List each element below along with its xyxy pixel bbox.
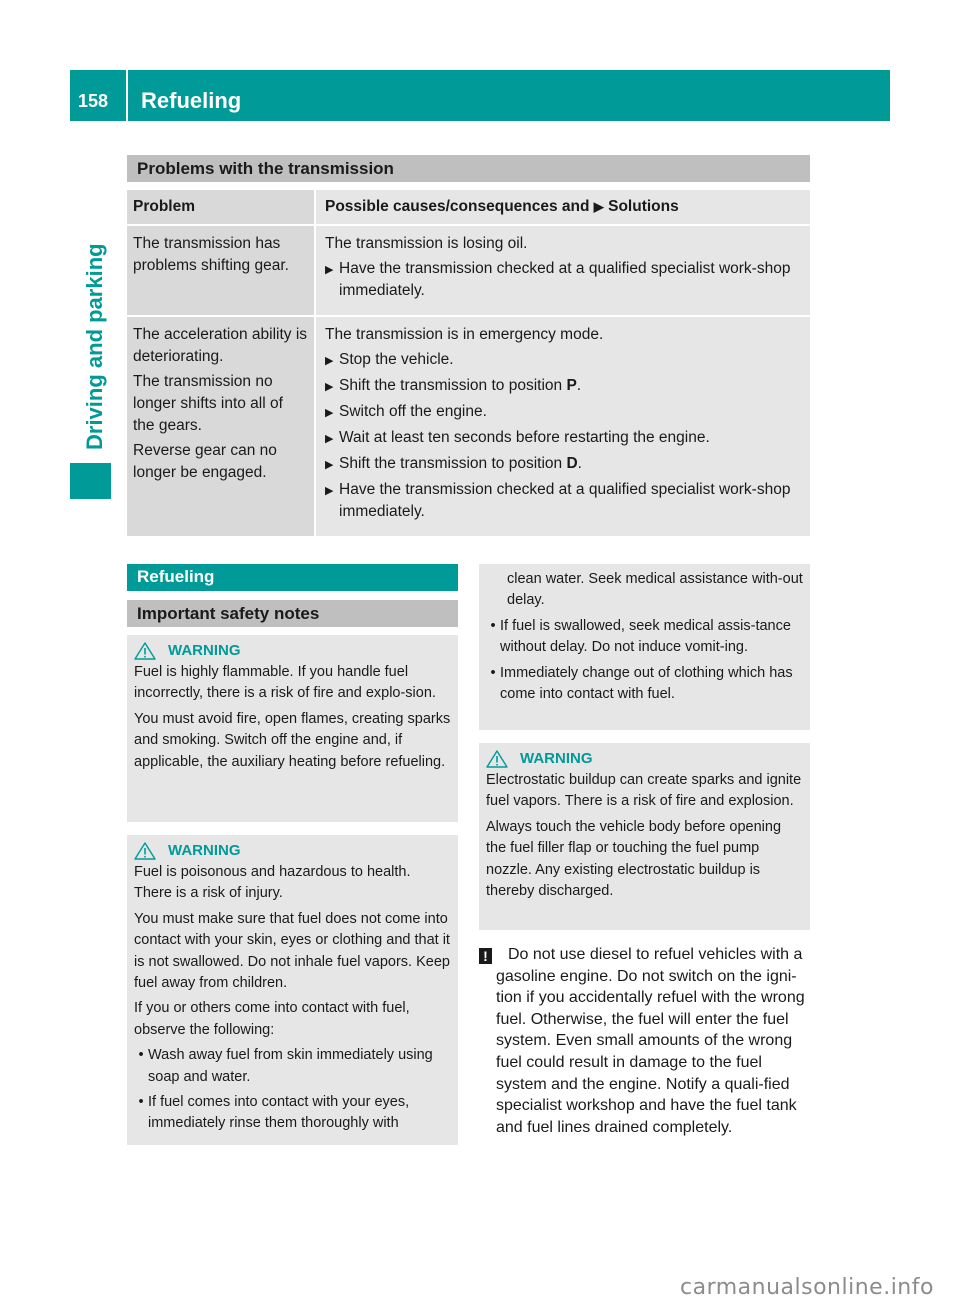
page-number-box: [70, 70, 126, 121]
warning-text: Always touch the vehicle body before opening the fuel filler flap or touching the fuel pump nozzle. Any existing electrostatic buildup is thereby discharged.: [486, 818, 782, 900]
warning-title: [134, 640, 451, 662]
problem-text: The transmission no longer shifts into all of the gears.: [133, 373, 283, 434]
gear-position: P: [566, 377, 577, 394]
problem-cell: [127, 226, 314, 315]
warning-triangle-icon: [486, 750, 508, 768]
solution-step: [325, 258, 800, 302]
side-tab-marker: [70, 463, 111, 499]
subsection-heading-safety: Important safety notes: [127, 600, 458, 627]
list-item-text: Immediately change out of clothing which has come into contact with fuel.: [500, 664, 793, 703]
solution-step: [325, 479, 800, 523]
step-punctuation: .: [577, 455, 582, 472]
step-text: Have the transmission checked at a qualified specialist work-shop immediately.: [339, 481, 791, 520]
list-item-text: Wash away fuel from skin immediately using soap and water.: [148, 1047, 433, 1085]
step-arrow-icon: ▶: [325, 381, 334, 393]
column-header-solutions: [316, 190, 810, 224]
warning-text: You must make sure that fuel does not come into contact with your skin, eyes or clothing and that it is not swallowed. Do not inhale fuel vapors. Keep fuel away from children.: [134, 910, 450, 992]
warning-text: You must avoid fire, open flames, creating sparks and smoking. Switch off the engine and, if applicable, the auxiliary heating before refueling.: [134, 710, 451, 770]
warning-box: [479, 743, 810, 930]
section-heading-refueling: Refueling: [127, 564, 458, 591]
solution-cell: [316, 317, 810, 536]
step-arrow-icon: ▶: [325, 433, 334, 445]
warning-text: Fuel is poisonous and hazardous to health. There is a risk of injury.: [134, 864, 411, 902]
step-arrow-icon: ▶: [325, 485, 334, 497]
problem-cell: [127, 317, 314, 536]
solutions-header-suffix: Solutions: [608, 198, 679, 215]
bullet-icon: •: [490, 617, 496, 634]
solution-arrow-icon: ▶: [593, 199, 604, 214]
warning-label: WARNING: [520, 750, 593, 768]
warning-continuation-text: clean water. Seek medical assistance with-out delay.: [507, 571, 803, 609]
list-item: [486, 616, 803, 659]
step-text: Wait at least ten seconds before restarting the engine.: [339, 429, 710, 446]
side-tab-label: Driving and parking: [82, 243, 107, 450]
watermark: carmanualsonline.info: [680, 1275, 934, 1300]
step-punctuation: .: [576, 377, 582, 394]
solution-step: [325, 375, 800, 398]
solution-step: [325, 453, 800, 476]
step-text: Shift the transmission to position: [339, 377, 567, 394]
table-row: [127, 317, 810, 536]
list-item: [134, 1045, 451, 1088]
warning-label: WARNING: [168, 842, 241, 860]
warning-text: Fuel is highly flammable. If you handle fuel incorrectly, there is a risk of fire and explo-sion.: [134, 664, 436, 702]
step-text: Switch off the engine.: [339, 403, 487, 420]
warning-box: [127, 635, 458, 822]
header-bar: [128, 70, 890, 121]
page-title: Refueling: [141, 88, 242, 113]
step-text: Have the transmission checked at a qualified specialist work-shop immediately.: [339, 260, 791, 299]
cause-text: The transmission is losing oil.: [325, 235, 528, 252]
problem-text: Reverse gear can no longer be engaged.: [133, 442, 277, 481]
list-item: [486, 663, 803, 706]
list-item-text: If fuel is swallowed, seek medical assis-tance without delay. Do not induce vomit-ing.: [500, 617, 791, 656]
problem-text: The transmission has problems shifting gear.: [133, 235, 289, 274]
table-header-row: [127, 190, 810, 224]
note-text: Do not use diesel to refuel vehicles with a gasoline engine. Do not switch on the igni-tion if you accidentally refuel with the wrong fuel. Otherwise, the fuel will enter the fuel system. Even small amounts of the wrong fuel could result in damage to the fuel system and the engine. Notify a quali-fied specialist workshop and have the fuel tank and fuel lines drained completely.: [496, 946, 805, 1136]
bullet-icon: •: [138, 1094, 144, 1111]
step-text: Shift the transmission to position: [339, 455, 567, 472]
step-arrow-icon: ▶: [325, 407, 334, 419]
cause-text: The transmission is in emergency mode.: [325, 326, 604, 343]
warning-text: Electrostatic buildup can create sparks and ignite fuel vapors. There is a risk of fire and explosion.: [486, 772, 802, 810]
warning-label: WARNING: [168, 642, 241, 660]
caution-note: [479, 944, 814, 1138]
step-arrow-icon: ▶: [325, 264, 334, 276]
bullet-icon: •: [490, 664, 496, 681]
warning-text: If you or others come into contact with fuel, observe the following:: [134, 1000, 410, 1038]
step-text: Stop the vehicle.: [339, 351, 454, 368]
note-text-wrapper: [479, 944, 814, 1138]
list-item-text: If fuel comes into contact with your eyes, immediately rinse them thoroughly with: [148, 1094, 410, 1132]
gear-position: D: [566, 455, 578, 472]
problem-text: The acceleration ability is deteriorating.: [133, 326, 308, 365]
exclamation-icon: !: [479, 948, 492, 964]
list-item: [134, 1092, 451, 1135]
warning-triangle-icon: [134, 842, 156, 860]
warning-box-continued: [479, 564, 810, 730]
transmission-table: [127, 190, 810, 538]
warning-title: [134, 840, 451, 862]
warning-box: [127, 835, 458, 1145]
bullet-icon: •: [138, 1047, 144, 1064]
page-number: 158: [78, 91, 109, 111]
solution-step: [325, 401, 800, 424]
warning-title: [486, 748, 803, 770]
solution-step: [325, 427, 800, 450]
table-row: [127, 226, 810, 315]
step-arrow-icon: ▶: [325, 459, 334, 471]
solution-step: [325, 349, 800, 372]
column-header-problem: Problem: [127, 190, 314, 224]
step-arrow-icon: ▶: [325, 355, 334, 367]
solutions-header-prefix: Possible causes/consequences and: [325, 198, 590, 215]
section-heading-transmission: Problems with the transmission: [127, 155, 810, 182]
solution-cell: [316, 226, 810, 315]
warning-triangle-icon: [134, 642, 156, 660]
